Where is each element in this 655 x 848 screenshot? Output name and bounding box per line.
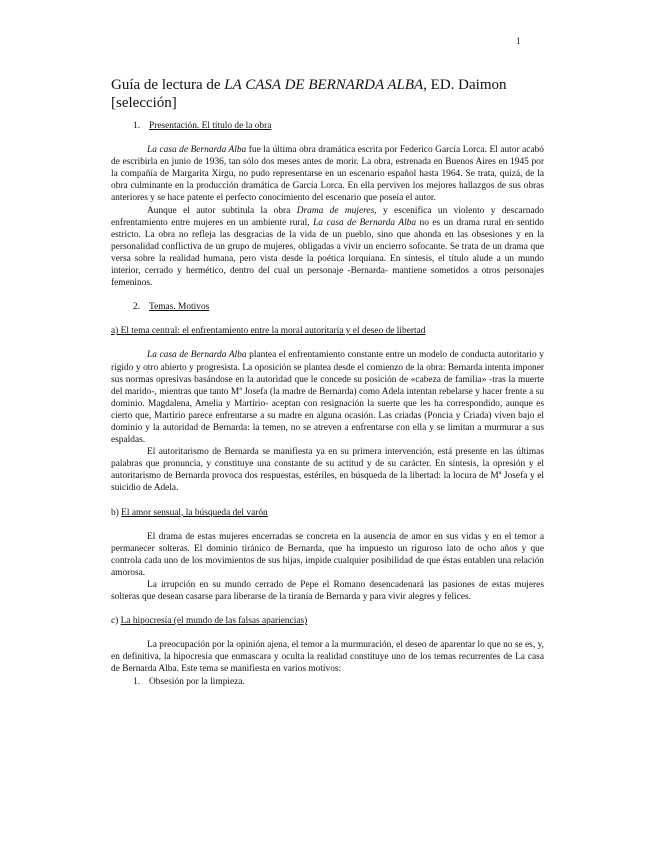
paragraph-text: plantea el enfrentamiento constante entre un modelo de conducta autoritario y rígido y otro abierto y progresista. La oposición se plantea desde el comienzo de la obra: Bernarda intenta imponer sus normas opresivas basándose en la autoridad que le concede su posición de «cabeza de familia» -tras la muerte del marido-, mientras que tanto Mª Josefa (la madre de Bernarda) como Adela intentan rebelarse y hacer frente a su dominio. Magdalena, Amelia y Martirio- aceptan con resignación la suerte que les ha correspondido, aunque es cierto que, Martirio parece enfrentarse a su madre en alguna ocasión. Las criadas (Poncia y Criada) viven bajo el dominio y la autoridad de Bernarda: la temen, no se atreven a enfrentarse con ella y se limitan a murmurar a sus espaldas. [111, 350, 544, 446]
subsection-c-paragraph-1: La preocupación por la opinión ajena, el temor a la murmuración, el deseo de aparentar lo que no se es, y, en definitiva, la hipocresía que enmascara y oculta la realidad constituye uno de los temas recurrentes de La casa de Bernarda Alba. Este tema se manifiesta en varios motivos: [111, 640, 544, 675]
subsection-b-title: El amor sensual, la búsqueda del varón [121, 507, 268, 518]
paragraph-text: fue la última obra dramática escrita por Federico García Lorca. El autor acabó de escribirla en junio de 1936, tan sólo dos meses antes de morir. La obra, estrenada en Buenos Aires en 1945 por la compañía de Margarita Xirgu, no pudo representarse en un escenario español hasta 1964. Se trata, quizá, de la obra culminante en la producción dramática de García Lorca. En ella perviven los mejores hallazgos de sus obras anteriores y se hace patente el perfecto conocimiento del escenario que poseía el autor. [111, 145, 544, 204]
subsection-c-title: La hipocresía (el mundo de las falsas apariencias) [120, 616, 308, 627]
subsection-c-heading [111, 615, 544, 627]
list-item-text: Obsesión por la limpieza. [149, 676, 245, 687]
subsection-a-paragraph-2: El autoritarismo de Bernarda se manifiesta ya en su primera intervención, está presente en las últimas palabras que pronuncia, y constituye una constante de su actitud y de su carácter. En síntesis, la opresión y el autoritarismo de Bernarda provoca dos respuestas, estériles, en búsqueda de la libertad: la locura de Mª Josefa y el suicidio de Adela. [111, 447, 544, 494]
section-1-heading [133, 120, 544, 132]
section-1-paragraph-2 [111, 205, 544, 290]
subsection-b-paragraph-1: El drama de estas mujeres encerradas se concreta en la ausencia de amor en sus vidas y en el temor a permanecer solteras. El dominio tiránico de Bernarda, que ha impuesto un riguroso lato de ocho años y que controla cada uno de los movimientos de sus hijas, impide cualquier posibilidad de que éstas entablen una relación amorosa. [111, 531, 544, 578]
section-1-number: 1. [133, 121, 141, 131]
paragraph-text: Aunque el autor subtitula la obra [147, 205, 297, 216]
subtitle-italic: Drama de mujeres [296, 205, 375, 216]
section-2-heading [133, 301, 544, 313]
paragraph-text: no es un drama rural en sentido estricto. La obra no refleja las desgracias de la vida de un pueblo, sino que ahonda en las obsesiones y en la personalidad conflictiva de un grupo de mujeres, obligadas a vivir un encierro sofocante. Se trata de un drama que versa sobre la realidad humana, pero vista desde la poética lorquiana. En síntesis, el título alude a un mundo interior, cerrado y hermético, dentro del cual un personaje -Bernarda- mantiene sometidos a otros personajes femeninos. [111, 217, 544, 289]
subsection-a-heading: a) El tema central: el enfrentamiento entre la moral autoritaria y el deseo de libertad [111, 326, 426, 337]
work-title-italic: La casa de Bernarda Alba [147, 350, 247, 361]
page-number: 1 [516, 36, 521, 46]
subsection-a-paragraph-1 [111, 349, 544, 446]
title-prefix: Guía de lectura de [111, 77, 225, 93]
section-2-number: 2. [133, 302, 141, 313]
section-1-title: Presentación. El título de la obra [149, 121, 272, 131]
title-suffix: , ED. Daimon [selección] [111, 77, 507, 111]
list-item-number: 1. [133, 676, 141, 687]
subsection-b-label: b) [111, 507, 122, 518]
work-title-italic: La casa de Bernarda Alba [147, 145, 247, 156]
section-2-title: Temas. Motivos [149, 302, 210, 313]
section-1-paragraph-1 [111, 144, 544, 204]
document-body [111, 120, 544, 688]
subsection-b-paragraph-2: La irrupción en su mundo cerrado de Pepe el Romano desencadenará las pasiones de estas mujeres solteras que desean casarse para liberarse de la tiranía de Bernarda y para vivir alegres y felices. [111, 580, 544, 603]
list-item [133, 676, 544, 688]
title-italic: LA CASA DE BERNARDA ALBA [224, 77, 424, 93]
paragraph-text: , y escenifica un violento y descarnado enfrentamiento entre mujeres en un ambiente rural, [111, 205, 544, 228]
work-title-italic: La casa de Bernarda Alba [313, 217, 417, 228]
subsection-c-label: c) [111, 616, 121, 627]
subsection-b-heading [111, 507, 544, 519]
document-title [111, 76, 551, 112]
